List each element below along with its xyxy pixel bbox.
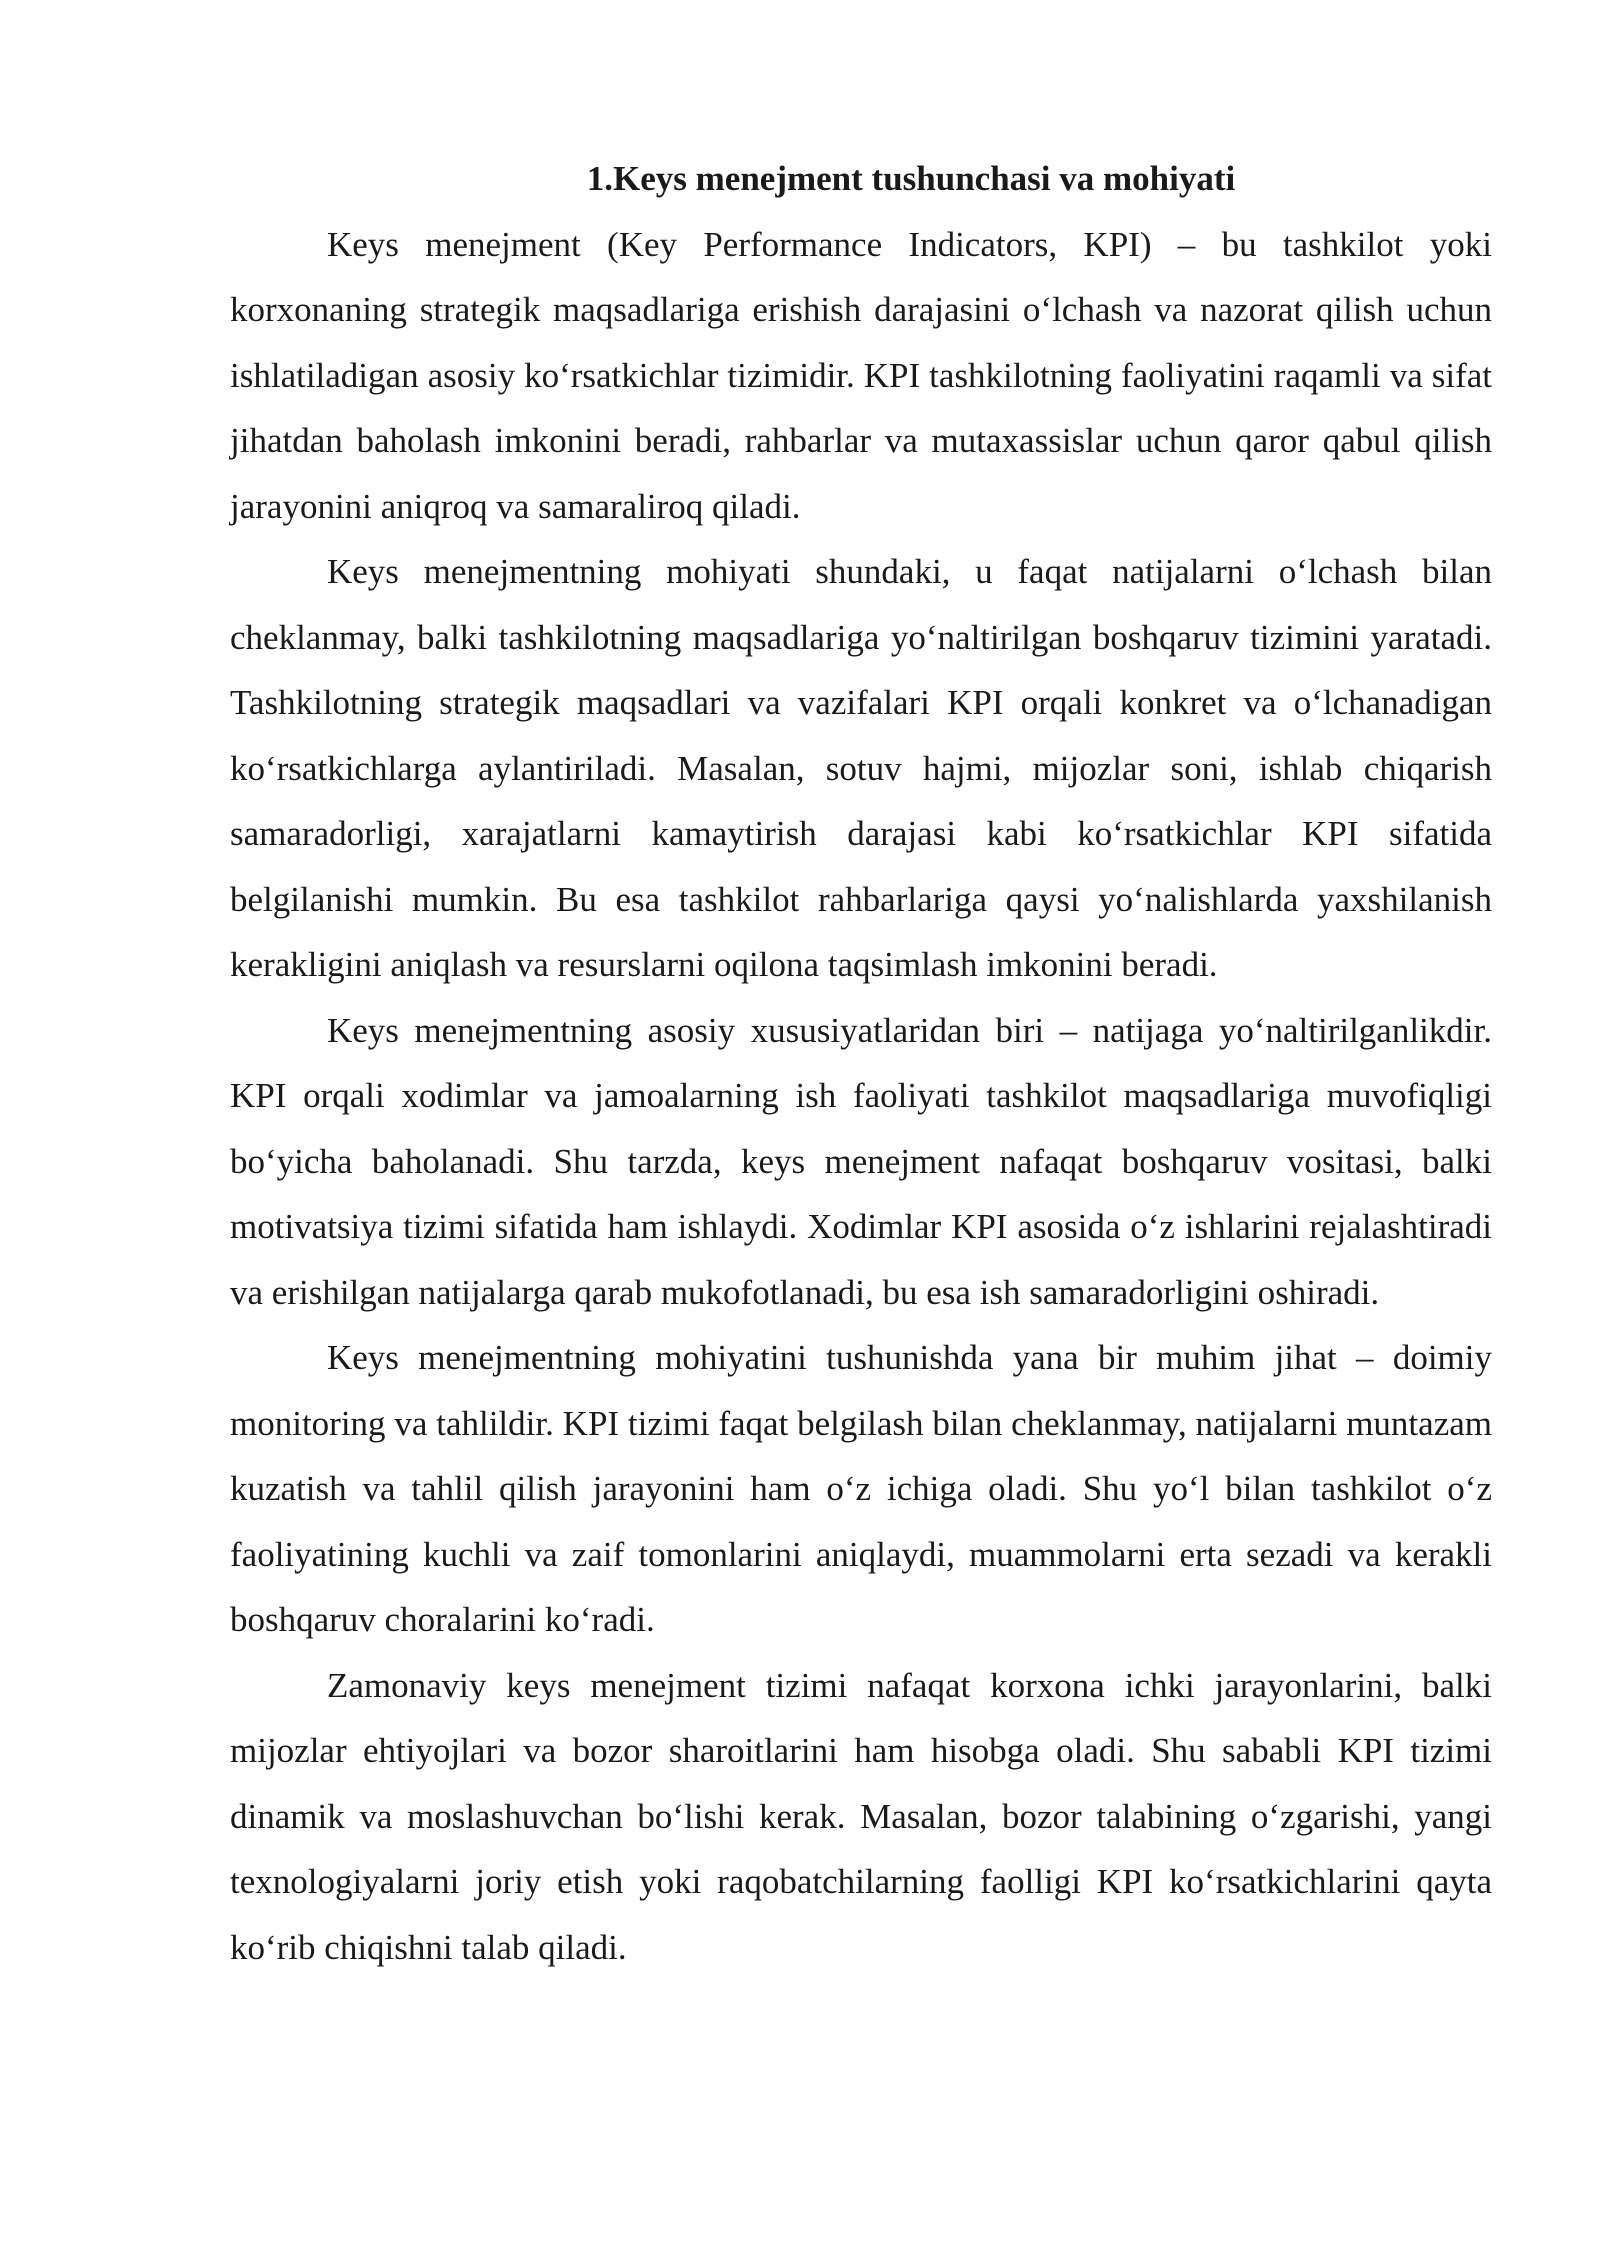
paragraph-1: Keys menejment (Key Performance Indicators, KPI) – bu tashkilot yoki korxonaning strategik maqsadlariga erishish darajasini o‘lchash va nazorat qilish uchun ishlatiladigan asosiy ko‘rsatkichlar tizimidir. KPI tashkilotning faoliyatini raqamli va sifat jihatdan baholash imkonini beradi, rahbarlar va mutaxassislar uchun qaror qabul qilish jarayonini aniqroq va samaraliroq qiladi. bbox=[230, 224, 1492, 526]
paragraph-5: Zamonaviy keys menejment tizimi nafaqat korxona ichki jarayonlarini, balki mijozlar ehtiyojlari va bozor sharoitlarini ham hisobga oladi. Shu sababli KPI tizimi dinamik va moslashuvchan bo‘lishi kerak. Masalan, bozor talabining o‘zgarishi, yangi texnologiyalarni joriy etish yoki raqobatchilarning faolligi KPI ko‘rsatkichlarini qayta ko‘rib chiqishni talab qiladi. bbox=[230, 1665, 1492, 1967]
paragraph-3: Keys menejmentning asosiy xususiyatlaridan biri – natijaga yo‘naltirilganlikdir. KPI orqali xodimlar va jamoalarning ish faoliyati tashkilot maqsadlariga muvofiqligi bo‘yicha baholanadi. Shu tarzda, keys menejment nafaqat boshqaruv vositasi, balki motivatsiya tizimi sifatida ham ishlaydi. Xodimlar KPI asosida o‘z ishlarini rejalashtiradi va erishilgan natijalarga qarab mukofotlanadi, bu esa ish samaradorligini oshiradi. bbox=[230, 1010, 1492, 1312]
paragraph-4: Keys menejmentning mohiyatini tushunishda yana bir muhim jihat – doimiy monitoring va tahlildir. KPI tizimi faqat belgilash bilan cheklanmay, natijalarni muntazam kuzatish va tahlil qilish jarayonini ham o‘z ichiga oladi. Shu yo‘l bilan tashkilot o‘z faoliyatining kuchli va zaif tomonlarini aniqlaydi, muammolarni erta sezadi va kerakli boshqaruv choralarini ko‘radi. bbox=[230, 1338, 1492, 1639]
section-title: 1.Keys menejment tushunchasi va mohiyati bbox=[586, 159, 1236, 198]
document-body bbox=[230, 146, 1492, 1980]
paragraph-2: Keys menejmentning mohiyati shundaki, u faqat natijalarni o‘lchash bilan cheklanmay, balki tashkilotning maqsadlariga yo‘naltirilgan boshqaruv tizimini yaratadi. Tashkilotning strategik maqsadlari va vazifalari KPI orqali konkret va o‘lchanadigan ko‘rsatkichlarga aylantiriladi. Masalan, sotuv hajmi, mijozlar soni, ishlab chiqarish samaradorligi, xarajatlarni kamaytirish darajasi kabi ko‘rsatkichlar KPI sifatida belgilanishi mumkin. Bu esa tashkilot rahbarlariga qaysi yo‘nalishlarda yaxshilanish kerakligini aniqlash va resurslarni oqilona taqsimlash imkonini beradi. bbox=[230, 552, 1492, 984]
